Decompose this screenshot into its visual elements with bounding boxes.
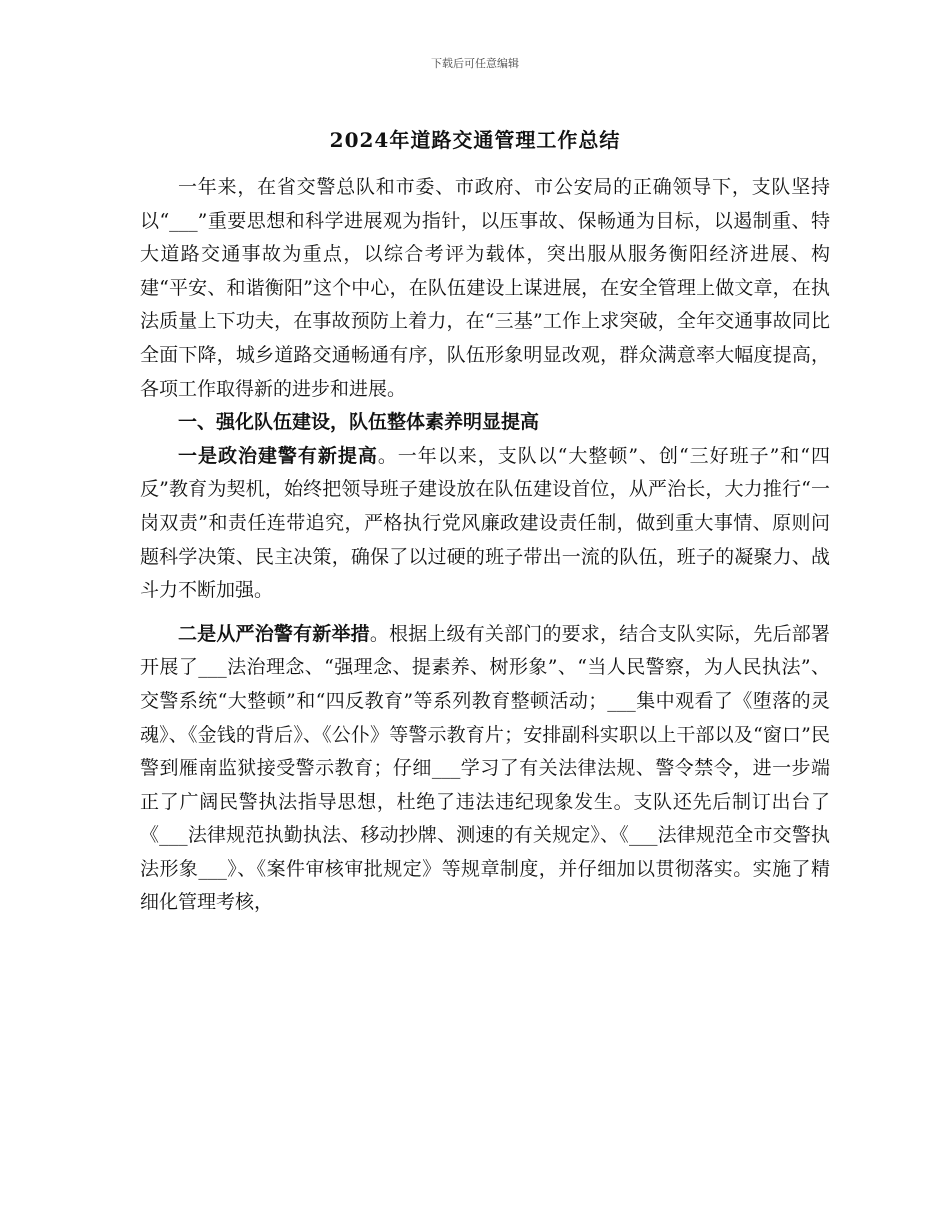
paragraph-strict-discipline <box>140 618 830 920</box>
paragraph-political-building <box>140 440 830 608</box>
paragraph-text: 。一年以来，支队以“大整顿”、创“三好班子”和“四反”教育为契机，始终把领导班子建设放在队伍建设首位，从严治长，大力推行“一岗双责”和责任连带追究，严格执行党风廉政建设责任制，做到重大事情、原则问题科学决策、民主决策，确保了以过硬的班子带出一流的队伍，班子的凝聚力、战斗力不断加强。 <box>140 444 830 602</box>
header-note: 下载后可任意编辑 <box>431 57 519 70</box>
paragraph-lead: 二是从严治警有新举措 <box>178 622 370 645</box>
paragraph-text: 。根据上级有关部门的要求，结合支队实际，先后部署开展了___法治理念、“强理念、提素养、树形象”、“当人民警察，为人民执法”、交警系统“大整顿”和“四反教育”等系列教育整顿活动；___集中观看了《堕落的灵魂》、《金钱的背后》、《公仆》等警示教育片；安排副科实职以上干部以及“窗口”民警到雁南监狱接受警示教育；仔细___学习了有关法律法规、警令禁令，进一步端正了广阔民警执法指导思想，杜绝了违法违纪现象发生。支队还先后制订出台了《___法律规范执勤执法、移动抄牌、测速的有关规定》、《___法律规范全市交警执法形象___》、《案件审核审批规定》等规章制度，并仔细加以贯彻落实。实施了精细化管理考核， <box>140 622 830 914</box>
section-heading-1: 一、强化队伍建设，队伍整体素养明显提高 <box>178 411 540 434</box>
document-body <box>140 171 830 920</box>
intro-paragraph: 一年来，在省交警总队和市委、市政府、市公安局的正确领导下，支队坚持以“___”重要思想和科学进展观为指针，以压事故、保畅通为目标，以遏制重、特大道路交通事故为重点，以综合考评为载体，突出服从服务衡阳经济进展、构建“平安、和谐衡阳”这个中心，在队伍建设上谋进展，在安全管理上做文章，在执法质量上下功夫，在事故预防上着力，在“三基”工作上求突破，全年交通事故同比全面下降，城乡道路交通畅通有序，队伍形象明显改观，群众满意率大幅度提高，各项工作取得新的进步和进展。 <box>140 176 830 400</box>
paragraph-lead: 一是政治建警有新提高 <box>178 444 378 467</box>
document-title: 2024年道路交通管理工作总结 <box>329 128 621 152</box>
